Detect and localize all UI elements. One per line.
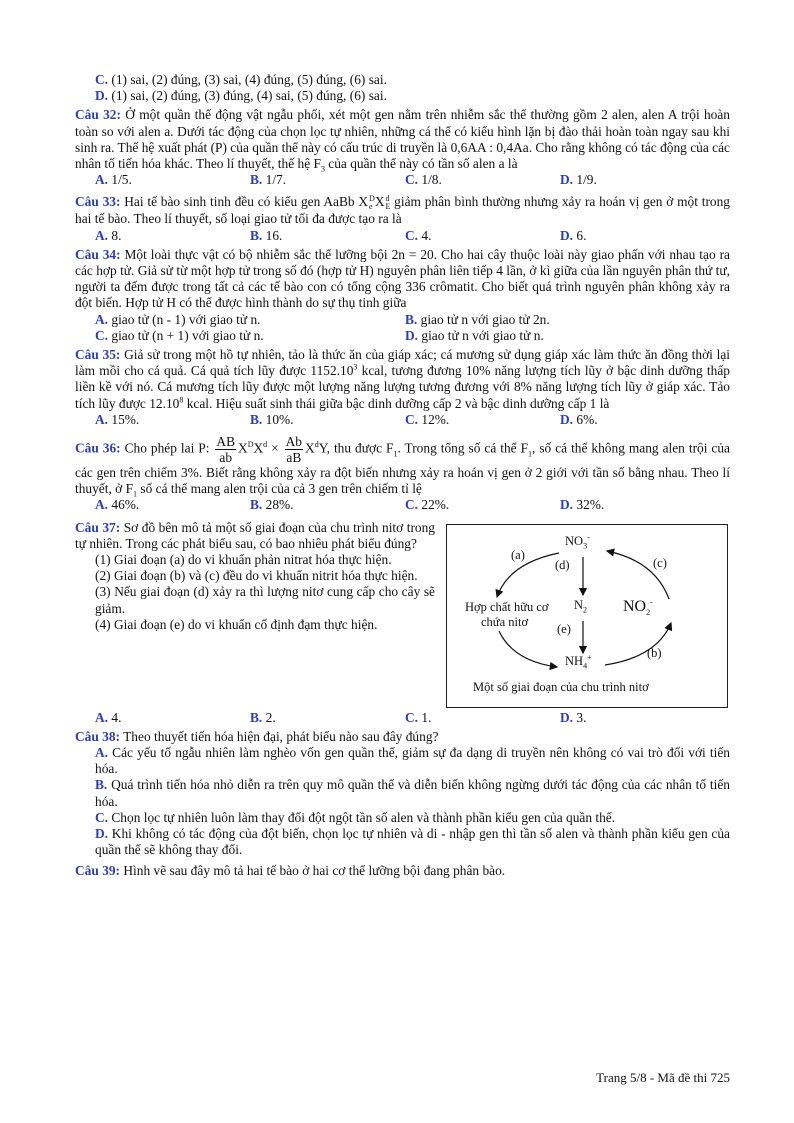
option-a: A. Các yếu tố ngẫu nhiên làm nghèo vốn gen quần thể, giảm sự đa dạng di truyền nên không có vai trò đối với tiến hóa.: [95, 745, 730, 777]
label-c: (c): [653, 555, 667, 570]
diagram-caption: Một số giai đoạn của chu trình nitơ: [473, 679, 649, 694]
label-d: (d): [555, 557, 570, 572]
option-d: D. 3.: [560, 709, 587, 725]
option-b: B. 28%.: [250, 497, 294, 513]
option-b: B. 2.: [250, 709, 276, 725]
option-c: C. 4.: [405, 227, 432, 243]
fraction-AB-ab: $\frac{AB}{ab}$: [216, 433, 236, 465]
option-a: A. 8.: [95, 227, 122, 243]
option-c: C. 1/8.: [405, 172, 442, 188]
statement-4: (4) Giai đoạn (e) do vi khuẩn cố định đạm thực hiện.: [95, 616, 378, 632]
statement-3: (3) Nếu giai đoạn (d) xảy ra thì lượng nitơ cung cấp cho cây sẽ giảm.: [95, 584, 435, 616]
option-d: D. 1/9.: [560, 172, 597, 188]
options-row: [75, 710, 730, 726]
options-row: [75, 228, 730, 244]
label-organic-2: chứa nitơ: [481, 614, 529, 629]
label-a: (a): [511, 547, 525, 562]
option-b: B. 10%.: [250, 411, 294, 427]
label-no3: $NO_3^-$: [565, 532, 590, 551]
label-b: (b): [647, 645, 662, 660]
genotype-xde: D e: [369, 194, 375, 212]
question-32: Câu 32: Ở một quần thể động vật ngẫu phối, xét một gen nằm trên nhiễm sắc thể thường gồm 2 alen, alen A trội hoàn toàn so với alen a. Dưới tác động của chọn lọc tự nhiên, những cá thể có kiểu hình lặn bị đào thải hoàn toàn ngay sau khi sinh ra. Thế hệ xuất phát (P) của quần thể này có cấu trúc di truyền là 0,6AA : 0,4Aa. Cho rằng không có tác động của các nhân tố tiến hóa khác. Theo lí thuyết, thế hệ $F_3$ của quần thể này có tần số alen a là A. 1/5. B. 1/7. C. 1/8. D. 1/9.: [75, 107, 731, 188]
option-c: C. Chọn lọc tự nhiên luôn làm thay đổi đột ngột tần số alen và thành phần kiểu gen của quần thể.: [95, 809, 616, 825]
option-d: D. Khi không có tác động của đột biến, chọn lọc tự nhiên và di - nhập gen thì tần số alen và thành phần kiểu gen của quần thể sẽ không thay đổi.: [95, 826, 730, 858]
options-row: [75, 497, 730, 513]
statement-2: (2) Giai đoạn (b) và (c) đều do vi khuẩn nitrit hóa thực hiện.: [95, 568, 418, 584]
options-row: [75, 412, 730, 428]
option-b: B. 16.: [250, 227, 283, 243]
option-b: B. 1/7.: [250, 172, 287, 188]
label-nh4: $NH_4^+$: [565, 652, 592, 671]
option-a: A. 15%.: [95, 411, 140, 427]
label-e: (e): [557, 621, 571, 636]
option-a: A. 4.: [95, 709, 122, 725]
options-row: [75, 312, 730, 328]
question-36: Câu 36: Cho phép lai P: $\frac{AB}{ab}$ $X^DX^d$ × $\frac{Ab}{aB}$ $X^dY$, thu được $F_1$. Trong tổng số cá thể $F_1$, số cá thể không mang alen trội của các gen trên chiếm 3%. Biết rằng không xảy ra đột biến nhưng xảy ra hoán vị gen ở 2 giới với tần số bằng nhau. Theo lí thuyết, ở $F_1$ số cá thể mang alen trội của cả 3 gen trên chiếm tỉ lệ A. 46%. B. 28%. C. 22%. D. 32%.: [75, 433, 730, 513]
option-b: B. Quá trình tiến hóa nhỏ diễn ra trên quy mô quần thể và diễn biến không ngừng dưới tác động của các nhân tố tiến hóa.: [95, 777, 730, 809]
option-d: D. 6%.: [560, 411, 598, 427]
option-c: C. 12%.: [405, 411, 450, 427]
option-c-prev: C. (1) sai, (2) đúng, (3) sai, (4) đúng, (5) đúng, (6) sai.: [95, 72, 387, 87]
options-row: [75, 172, 730, 188]
page-footer: Trang 5/8 - Mã đề thi 725: [596, 1070, 730, 1085]
genotype-xdE: d E: [385, 194, 391, 212]
question-33: Câu 33: Hai tế bào sinh tinh đều có kiểu gen AaBb XD e Xd E giảm phân bình thường nhưng xảy ra hoán vị gen ở một trong hai tế bào. Theo lí thuyết, số loại giao tử tối đa được tạo ra là A. 8. B. 16. C. 4. D. 6.: [75, 194, 731, 243]
option-d: D. giao tử n với giao tử n.: [405, 327, 544, 343]
option-c: C. giao tử (n + 1) với giao tử n.: [95, 327, 264, 343]
option-b: B. giao tử n với giao tử 2n.: [405, 311, 550, 327]
option-a: A. giao tử (n - 1) với giao tử n.: [95, 311, 261, 327]
option-d-prev: D. (1) sai, (2) đúng, (3) đúng, (4) sai, (5) đúng, (6) sai.: [95, 88, 387, 104]
statement-1: (1) Giai đoạn (a) do vi khuẩn phản nitrat hóa thực hiện.: [95, 552, 392, 567]
arrow-ammonification: [499, 631, 557, 667]
label-n2: $N_2$: [574, 597, 588, 615]
option-a: A. 46%.: [95, 497, 140, 513]
nitrogen-cycle-diagram: [446, 524, 728, 708]
question-35: Câu 35: Giả sử trong một hồ tự nhiên, tảo là thức ăn của giáp xác; cá mương sử dụng giáp xác làm thức ăn đồng thời lại làm mồi cho cá quả. Cá quả tích lũy được 1152.10$^3$ kcal, tương đương 10% năng lượng tích lũy ở bậc dinh dưỡng thấp liền kề với nó. Cá mương tích lũy được một lượng năng lượng tương đương với 8% năng lượng tích lũy ở giáp xác. Tảo tích lũy được 12.10$^8$ kcal. Hiệu suất sinh thái giữa bậc dinh dưỡng cấp 2 và bậc dinh dưỡng cấp 1 là A. 15%. B. 10%. C. 12%. D. 6%.: [75, 346, 730, 427]
option-d: D. 6.: [560, 227, 587, 243]
fraction-Ab-aB: $\frac{Ab}{aB}$: [285, 433, 303, 465]
question-38: Câu 38: Theo thuyết tiến hóa hiện đại, phát biểu nào sau đây đúng? A. Các yếu tố ngẫu nhiên làm nghèo vốn gen quần thể, giảm sự đa dạng di truyền nên không có vai trò đối với tiến hóa. B. Quá trình tiến hóa nhỏ diễn ra trên quy mô quần thể và diễn biến không ngừng dưới tác động của các nhân tố tiến hóa. C. Chọn lọc tự nhiên luôn làm thay đổi đột ngột tần số alen và thành phần kiểu gen của quần thể. D. Khi không có tác động của đột biến, chọn lọc tự nhiên và di - nhập gen thì tần số alen và thành phần kiểu gen của quần thể sẽ không thay đổi.: [75, 728, 730, 858]
exam-page: [75, 72, 730, 880]
option-d: D. 32%.: [560, 497, 605, 513]
option-a: A. 1/5.: [95, 172, 132, 188]
option-c: C. 22%.: [405, 497, 450, 513]
label-organic-1: Hợp chất hữu cơ: [465, 599, 549, 614]
option-c: C. 1.: [405, 709, 432, 725]
label-no2: $NO_2^-$: [623, 597, 653, 617]
options-row: [75, 328, 730, 344]
question-37: Câu 37: Sơ đồ bên mô tả một số giai đoạn của chu trình nitơ trong tự nhiên. Trong các phát biểu sau, có bao nhiêu phát biểu đúng? (1) Giai đoạn (a) do vi khuẩn phản nitrat hóa thực hiện. (2) Giai đoạn (b) và (c) đều do vi khuẩn nitrit hóa thực hiện. (3) Nếu giai đoạn (d) xảy ra thì lượng nitơ cung cấp cho cây sẽ giảm. (4) Giai đoạn (e) do vi khuẩn cố định đạm thực hiện. $NO_3^-$ (a) (d) (c) Hợp chất hữu cơ chứa nitơ $N_2$ $NO_2^-$ (e) (b) $NH_4^+$ Một số giai đoạn của chu trình nitơ A. 4. B. 2. C. 1. D. 3.: [75, 520, 730, 726]
arrow-a: [497, 553, 559, 597]
question-34: Câu 34: Một loài thực vật có bộ nhiễm sắc thể lưỡng bội 2n = 20. Cho hai cây thuộc loài này giao phấn với nhau tạo ra các hợp tử. Giả sử từ một hợp tử trong số đó (hợp tử H) nguyên phân liên tiếp 4 lần, ở kì giữa của lần nguyên phân thứ tư, người ta đếm được trong tất cả các tế bào con có tổng cộng 336 crômatit. Cho biết quá trình nguyên phân không xảy ra đột biến. Hợp tử H có thể được hình thành do sự thụ tinh giữa A. giao tử (n - 1) với giao tử n. B. giao tử n với giao tử 2n. C. giao tử (n + 1) với giao tử n. D. giao tử n với giao tử n.: [75, 246, 730, 343]
question-39: Câu 39: Hình vẽ sau đây mô tả hai tế bào ở hai cơ thể lưỡng bội đang phân bào.: [75, 863, 506, 879]
